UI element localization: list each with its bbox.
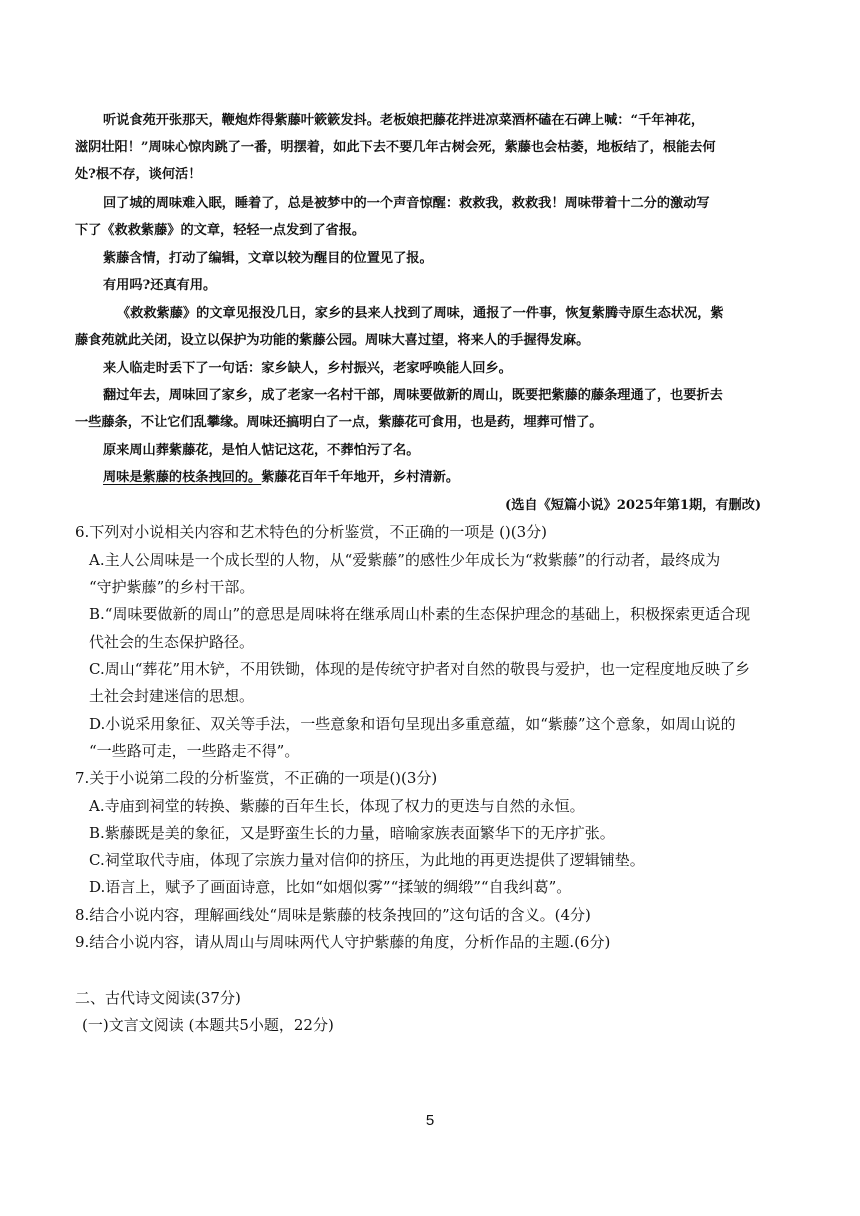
story-paragraph-3: 紫藤含情，打动了编辑，文章以较为醒目的位置见了报。 — [103, 251, 433, 266]
question-7-option-b: B.紫藤既是美的象征，又是野蛮生长的力量，暗喻家族表面繁华下的无序扩张。 — [89, 824, 615, 842]
question-9: 9.结合小说内容，请从周山与周味两代人守护紫藤的角度，分析作品的主题.(6分) — [75, 933, 611, 951]
story-paragraph-7-line-2: 一些藤条，不让它们乱攀缘。周味还搞明白了一点，紫藤花可食用，也是药，埋葬可惜了。 — [75, 415, 603, 430]
story-paragraph-8: 原来周山葬紫藤花，是怕人惦记这花，不葬怕污了名。 — [103, 443, 420, 458]
question-6-option-a-line-1: A.主人公周味是一个成长型的人物，从“爱紫藤”的感性少年成长为“救紫藤”的行动者，最终成为 — [89, 551, 721, 569]
story-paragraph-5-line-1: 《救救紫藤》的文章见报没几日，家乡的县来人找到了周味，通报了一件事，恢复紫腾寺原生态状况，紫 — [117, 306, 724, 321]
question-6-option-c-line-2: 土社会封建迷信的思想。 — [89, 687, 255, 705]
question-6-option-c-line-1: C.周山“葬花”用木铲，不用铁锄，体现的是传统守护者对自然的敬畏与爱护，也一定程度地反映了乡 — [89, 660, 751, 678]
story-paragraph-1-line-3: 处?根不存，谈何活！ — [75, 167, 202, 182]
question-7-option-c: C.祠堂取代寺庙，体现了宗族力量对信仰的挤压，为此地的再更迭提供了逻辑铺垫。 — [89, 851, 645, 869]
story-paragraph-1-line-1: 听说食苑开张那天，鞭炮炸得紫藤叶簌簌发抖。老板娘把藤花拌进凉菜酒杯磕在石碑上喊：“千年神花， — [103, 113, 705, 128]
question-6-option-b-line-1: B.“周味要做新的周山”的意思是周味将在继承周山朴素的生态保护理念的基础上，积极探索更适合现 — [89, 605, 751, 623]
source-citation: (选自《短篇小说》2025年第1期，有删改) — [505, 498, 762, 513]
story-paragraph-1-line-2: 滋阴壮阳！”周味心惊肉跳了一番，明摆着，如此下去不要几年古树会死，紫藤也会枯萎，地板结了，根能去何 — [75, 140, 716, 155]
question-6-option-a-line-2: “守护紫藤”的乡村干部。 — [89, 578, 255, 596]
story-paragraph-9-rest: 紫藤花百年千年地开，乡村清新。 — [261, 470, 460, 485]
story-paragraph-9 — [103, 468, 459, 488]
section-heading: 二、古代诗文阅读(37分) — [75, 989, 241, 1007]
story-paragraph-2-line-1: 回了城的周味难入眠，睡着了，总是被梦中的一个声音惊醒：救救我，救救我！周味带着十二分的激动写 — [103, 196, 710, 211]
story-paragraph-7-line-1: 翻过年去，周味回了家乡，成了老家一名村干部，周味要做新的周山，既要把紫藤的藤条理通了，也要折去 — [103, 388, 723, 403]
question-7-option-a: A.寺庙到祠堂的转换、紫藤的百年生长，体现了权力的更迭与自然的永恒。 — [89, 797, 585, 815]
question-6-stem: 6.下列对小说相关内容和艺术特色的分析鉴赏，不正确的一项是 ()(3分) — [75, 523, 548, 541]
question-8: 8.结合小说内容，理解画线处“周味是紫藤的枝条拽回的”这句话的含义。(4分) — [75, 906, 591, 924]
story-paragraph-4: 有用吗?还真有用。 — [103, 278, 217, 293]
story-paragraph-2-line-2: 下了《救救紫藤》的文章，轻轻一点发到了省报。 — [75, 223, 366, 238]
subsection-heading: (一)文言文阅读 (本题共5小题，22分) — [82, 1016, 334, 1034]
underlined-sentence: 周味是紫藤的枝条拽回的。 — [103, 470, 262, 485]
page-number: 5 — [425, 1112, 435, 1129]
question-6-option-b-line-2: 代社会的生态保护路径。 — [89, 633, 255, 651]
question-6-option-d-line-2: “一些路可走，一些路走不得”。 — [89, 742, 300, 760]
question-7-option-d: D.语言上，赋予了画面诗意，比如“如烟似雾”“揉皱的绸缎”“自我纠葛”。 — [89, 878, 572, 896]
story-paragraph-5-line-2: 藤食苑就此关闭，设立以保护为功能的紫藤公园。周味大喜过望，将来人的手握得发麻。 — [75, 333, 590, 348]
story-paragraph-6: 来人临走时丢下了一句话：家乡缺人，乡村振兴，老家呼唤能人回乡。 — [103, 361, 512, 376]
question-7-stem: 7.关于小说第二段的分析鉴赏，不正确的一项是()(3分) — [75, 769, 438, 787]
question-6-option-d-line-1: D.小说采用象征、双关等手法，一些意象和语句呈现出多重意蕴，如“紫藤”这个意象，如周山说的 — [89, 715, 736, 733]
